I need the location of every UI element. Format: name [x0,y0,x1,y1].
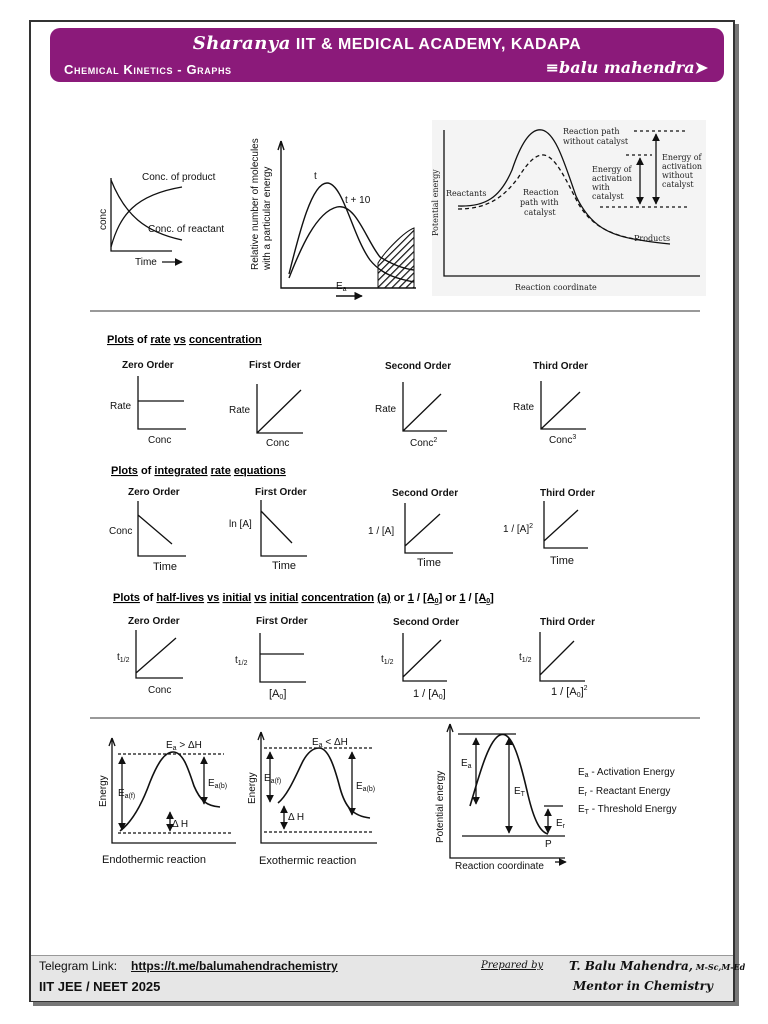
plot-lines [257,384,303,433]
plot-ylabel: Rate [110,401,132,412]
signature-text: balu mahendra [559,58,695,77]
plot-title: Third Order [533,361,589,372]
catalyst-ylabel: Potential energy [431,169,440,236]
plot-lines [540,632,585,681]
exam-label: IIT JEE / NEET 2025 [39,979,161,994]
path-with-label-1: Reaction [523,188,559,197]
plot-xlabel: Conc [266,438,290,449]
half-life-zero-order [117,616,183,696]
half-life-third-order [519,617,595,699]
exo-eab-label: $E_{a(b)}$ [356,781,376,793]
prepared-by-label: Prepared by [481,960,544,971]
exo-dh-label: Δ H [288,812,305,823]
threshold-axes [450,724,565,858]
plot-title: Zero Order [128,616,180,627]
path-without-label-2: without catalyst [563,137,629,146]
plot-ylabel: 1 / [A] [368,526,395,537]
endo-top-label: $E_a > \Delta H$ [166,740,202,752]
half-life-second-order [381,617,459,701]
plot-xlabel: Time [272,560,297,572]
plot-lines [260,633,306,682]
distribution-graph [250,138,416,296]
plot-lines [544,501,588,548]
signature-stripes-icon: ≡ [545,58,560,77]
legend-et: $E_T$ - Threshold Energy [578,804,677,816]
rate-zero-order [110,360,186,446]
plot-xlabel: $1 / [A0]^2$ [551,685,588,699]
academy-name: IIT & MEDICAL ACADEMY, KADAPA [295,36,582,53]
threshold-ylabel: Potential energy [435,770,446,843]
plot-title: First Order [256,616,308,627]
ea-with-label-4: catalyst [592,192,624,201]
threshold-er-label: $E_r$ [556,818,566,830]
path-without-label-1: Reaction path [563,127,620,136]
rate-conc-heading: Plots of rate vs concentration [107,334,262,346]
footer [31,955,746,1001]
conc-time-axes [111,178,172,251]
endo-caption: Endothermic reaction [102,854,206,866]
hatched-area [378,228,414,288]
plot-xlabel: Conc$^3$ [549,434,577,446]
plot-title: First Order [249,360,301,371]
half-life-first-order [235,616,308,701]
rate-third-order [513,361,588,446]
integrated-heading: Plots of integrated rate equations [111,465,286,477]
ea-without-label-1: Energy of [662,153,702,162]
integrated-plots [109,487,595,573]
exo-eaf-label: $E_{a(f)}$ [264,773,282,785]
exo-caption: Exothermic reaction [259,855,357,867]
brand-name: Sharanya [192,33,291,54]
catalyst-xlabel: Reaction coordinate [515,283,597,292]
plot-lines [403,382,447,431]
curve-t-label: t [314,171,317,182]
legend-er: $E_r$ - Reactant Energy [578,786,671,798]
threshold-xlabel: Reaction coordinate [455,861,544,872]
plot-title: First Order [255,487,307,498]
plot-xlabel: Time [417,557,442,569]
ea-with-label-3: with [592,183,610,192]
author-name: T. Balu Mahendra, M-Sc,M-Ed [569,959,746,973]
exothermic-diagram [247,732,377,867]
plot-xlabel: Conc$^2$ [410,437,438,449]
legend-ea: $E_a$ - Activation Energy [578,767,675,779]
plot-title: Second Order [393,617,460,628]
plot-lines [138,501,186,556]
catalyst-graph [431,120,706,296]
plot-lines [261,500,307,556]
half-life-heading: Plots of half-lives vs initial vs initial concentration (a) or 1 / [A0] or 1 / [A0] [113,592,494,605]
threshold-et-label: $E_T$ [514,786,525,798]
rate-second-order [375,361,451,449]
plot-xlabel: Conc [148,685,172,696]
half-life-plots [117,616,595,701]
product-label: Conc. of product [142,172,216,183]
conc-time-graph [111,178,182,262]
conc-time-xlabel: Time [135,257,157,268]
exo-ylabel: Energy [247,772,258,804]
distribution-ylabel-line2: with a particular energy [262,166,273,270]
products-label: Products [634,234,671,243]
plot-ylabel: $t_{1/2}$ [381,654,394,666]
plot-lines [541,381,586,429]
signature-arrow-icon: ➤ [694,58,708,77]
reactant-label: Conc. of reactant [148,224,225,235]
ea-with-label-1: Energy of [592,165,632,174]
plot-title: Third Order [540,488,596,499]
endo-dh-label: Δ H [172,819,189,830]
plot-title: Zero Order [122,360,174,371]
plot-lines [405,503,453,553]
plot-ylabel: $t_{1/2}$ [519,652,532,664]
plot-lines [136,630,183,678]
plot-ylabel: Rate [513,402,535,413]
ea-without-label-4: catalyst [662,180,694,189]
plot-ylabel: $t_{1/2}$ [235,655,248,667]
ea-with-label-2: activation [592,174,633,183]
plot-xlabel: Conc [148,435,172,446]
path-with-label-3: catalyst [524,208,556,217]
plot-ylabel: $1 / [A]^2$ [503,523,534,535]
threshold-p-label: P [545,839,552,850]
page-subtitle: Chemical Kinetics - Graphs [64,62,232,77]
plot-title: Second Order [392,488,459,499]
plot-ylabel: Conc [109,526,133,537]
ea-without-label-2: activation [662,162,703,171]
plot-ylabel: ln [A] [229,519,252,530]
plot-lines [403,633,447,681]
exo-top-label: $E_a < \Delta H$ [312,737,348,749]
ea-label: $E_a$ [336,281,347,293]
plot-ylabel: Rate [375,404,397,415]
ea-without-label-3: without [662,171,693,180]
plot-title: Zero Order [128,487,180,498]
integrated-second-order [368,488,458,569]
threshold-diagram [435,724,677,872]
endo-ylabel: Energy [98,775,109,807]
plot-xlabel: Time [153,561,178,573]
plot-ylabel: Rate [229,405,251,416]
endo-eab-label: $E_{a(b)}$ [208,778,228,790]
threshold-ea-label: $E_a$ [461,758,472,770]
mentor-title: Mentor in Chemistry [573,979,713,993]
plot-ylabel: $t_{1/2}$ [117,652,130,664]
integrated-third-order [503,488,595,567]
reactants-label: Reactants [446,189,487,198]
endothermic-diagram [98,738,236,866]
telegram-label: Telegram Link: [39,959,118,973]
plot-xlabel: 1 / [A0] [413,688,446,701]
plot-title: Second Order [385,361,452,372]
plot-title: Third Order [540,617,596,628]
curve-t10-label: t + 10 [345,195,371,206]
telegram-link[interactable]: https://t.me/balumahendrachemistry [131,959,338,973]
endo-eaf-label: $E_{a(f)}$ [118,788,136,800]
path-with-label-2: path with [520,198,559,207]
rate-conc-plots [110,360,588,449]
integrated-first-order [229,487,307,572]
plot-lines [138,376,186,429]
plot-xlabel: Time [550,555,575,567]
integrated-zero-order [109,487,186,573]
plot-xlabel: [A0] [269,688,287,701]
product-curve [111,187,182,247]
conc-time-ylabel: conc [98,208,109,230]
distribution-ylabel-line1: Relative number of molecules [250,138,261,270]
rate-first-order [229,360,303,449]
